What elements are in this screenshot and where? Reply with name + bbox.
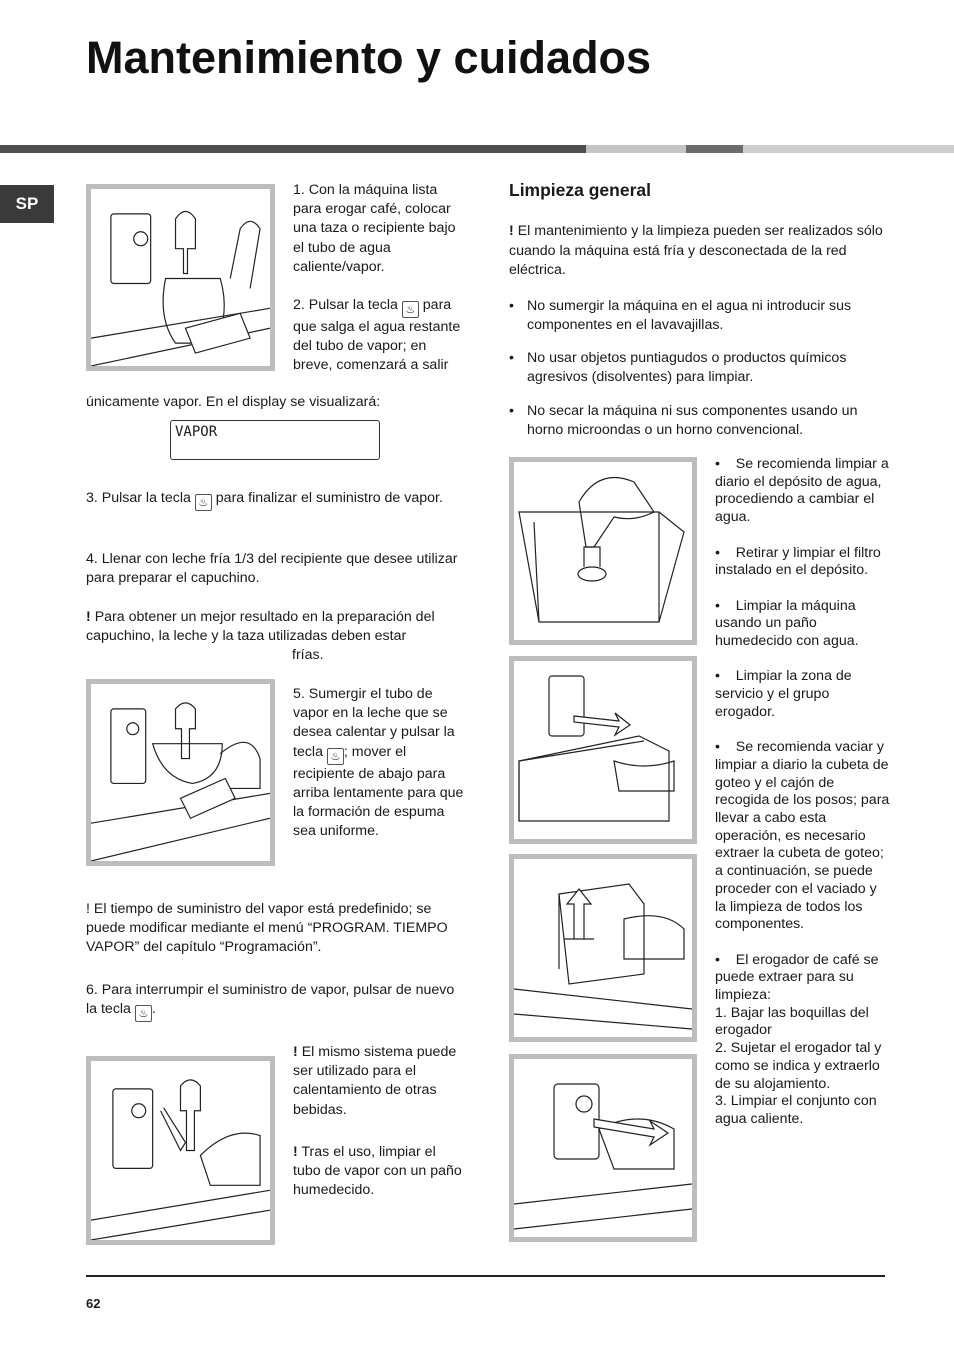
step-2-continued: únicamente vapor. En el display se visualizará:	[86, 394, 381, 410]
list-item: 1. Bajar las boquillas del erogador	[715, 1004, 869, 1039]
list-item: • Se recomienda vaciar y limpiar a diario la cubeta de goteo y el cajón de recogida de los posos; para llevar a cabo esta operación, es necesario extraer la cubeta de goteo; a continuación, se puede proceder con el vaciado y la limpieza de todos los componentes.	[715, 739, 890, 933]
figure-coffee-spout	[509, 1054, 697, 1242]
footer-rule	[86, 1275, 885, 1277]
note-3: ! El mismo sistema puede ser utilizado para el calentamiento de otras bebidas.	[293, 1044, 457, 1118]
figure-drip-tray	[509, 656, 697, 844]
figure-grounds-drawer	[509, 854, 697, 1042]
list-item: • No secar la máquina ni sus componentes usando un horno microondas o un horno convencional.	[509, 403, 858, 438]
warning: ! El mantenimiento y la limpieza pueden ser realizados sólo cuando la máquina está fría y desconectada de la red eléctrica.	[509, 223, 883, 278]
display-panel: VAPOR	[170, 420, 380, 460]
figure-steam-cup	[86, 184, 275, 371]
step-2: 2. Pulsar la tecla ♨ para que salga el agua restante del tubo de vapor; en breve, comenzará a salir	[293, 297, 461, 374]
figure-steam-milk	[86, 679, 275, 866]
note-4: ! Tras el uso, limpiar el tubo de vapor con un paño humedecido.	[293, 1144, 462, 1199]
section-heading: Limpieza general	[509, 180, 651, 200]
header-bar-light-2	[743, 145, 954, 153]
list-item: • Se recomienda limpiar a diario el depósito de agua, procediendo a cambiar el agua.	[715, 456, 889, 526]
list-item: • Limpiar la zona de servicio y el grupo erogador.	[715, 668, 852, 720]
step-5: 5. Sumergir el tubo de vapor en la leche que se desea calentar y pulsar la tecla ♨ ; mover el recipiente de abajo para arriba lentamente para que la formación de espuma sea uniforme.	[293, 686, 464, 840]
cleaning-steps	[715, 456, 890, 1129]
header-bar-light	[586, 145, 686, 153]
list-item: • No sumergir la máquina en el agua ni introducir sus componentes en el lavavajillas.	[509, 298, 852, 333]
page-number: 62	[86, 1296, 101, 1311]
steam-key-icon: ♨	[402, 301, 419, 318]
steam-key-icon: ♨	[195, 494, 212, 511]
list-item: 2. Sujetar el erogador tal y como se indica y extraerlo de su alojamiento.	[715, 1040, 882, 1092]
steam-key-icon: ♨	[327, 748, 344, 765]
note-2: ! El tiempo de suministro del vapor está predefinido; se puede modificar mediante el menú “PROGRAM. TIEMPO VAPOR” del capítulo “Programación”.	[86, 901, 448, 956]
list-item: • Limpiar la máquina usando un paño humedecido con agua.	[715, 597, 859, 649]
list-item: • El erogador de café se puede extraer para su limpieza:	[715, 951, 879, 1004]
step-1: 1. Con la máquina lista para erogar café, colocar una taza o recipiente bajo el tubo de agua caliente/vapor.	[293, 182, 456, 275]
header-bar-mid	[686, 145, 743, 153]
page-title: Mantenimiento y cuidados	[86, 32, 652, 83]
list-item: • Retirar y limpiar el filtro instalado en el depósito.	[715, 544, 881, 579]
step-4: 4. Llenar con leche fría 1/3 del recipiente que desee utilizar para preparar el capuchino.	[86, 551, 458, 587]
step-6: 6. Para interrumpir el suministro de vapor, pulsar de nuevo la tecla ♨ .	[86, 982, 455, 1021]
steam-key-icon: ♨	[135, 1005, 152, 1022]
note-1: ! Para obtener un mejor resultado en la preparación del capuchino, la leche y la taza utilizadas deben estar frías.	[86, 609, 435, 664]
language-tab: SP	[0, 185, 54, 223]
list-item: • No usar objetos puntiagudos o productos químicos agresivos (disolventes) para limpiar.	[509, 350, 847, 385]
figure-steam-clean	[86, 1056, 275, 1245]
header-bar-dark	[0, 145, 586, 153]
figure-water-tank	[509, 457, 697, 645]
step-3: 3. Pulsar la tecla ♨ para finalizar el suministro de vapor.	[86, 490, 443, 509]
list-item: 3. Limpiar el conjunto con agua caliente.	[715, 1093, 877, 1127]
